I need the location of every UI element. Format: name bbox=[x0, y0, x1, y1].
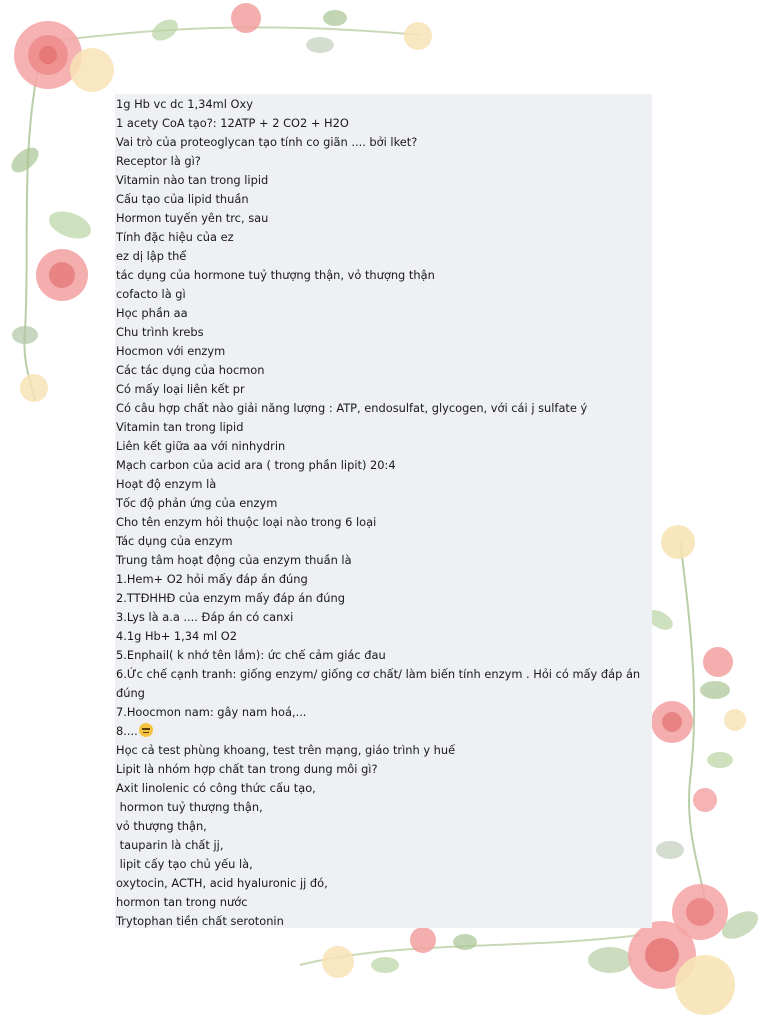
note-line bbox=[116, 665, 652, 703]
note-line bbox=[116, 399, 652, 418]
note-line-text: Tác dụng của enzym bbox=[116, 534, 233, 548]
note-line bbox=[116, 114, 652, 133]
note-line bbox=[116, 437, 652, 456]
note-line-text: oxytocin, ACTH, acid hyaluronic jj đó, bbox=[116, 876, 328, 890]
note-line-text: Hormon tuyến yên trc, sau bbox=[116, 211, 269, 225]
note-line-text: Trung tâm hoạt động của enzym thuần là bbox=[116, 553, 352, 567]
note-line-text: 8.... bbox=[116, 724, 138, 738]
note-line-text: 1.Hem+ O2 hỏi mấy đáp án đúng bbox=[116, 572, 308, 586]
note-line-text: Hoạt độ enzym là bbox=[116, 477, 217, 491]
note-line-text: 1 acety CoA tạo?: 12ATP + 2 CO2 + H2O bbox=[116, 116, 349, 130]
note-line bbox=[116, 627, 652, 646]
note-line-text: cofacto là gì bbox=[116, 287, 186, 301]
note-line-text: hormon tan trong nước bbox=[116, 895, 248, 909]
note-line bbox=[116, 171, 652, 190]
note-line-text: lipit cấy tạo chủ yếu là, bbox=[116, 857, 253, 871]
note-line bbox=[116, 798, 652, 817]
note-line bbox=[116, 285, 652, 304]
note-line bbox=[116, 266, 652, 285]
note-line bbox=[116, 418, 652, 437]
note-line bbox=[116, 342, 652, 361]
note-line bbox=[116, 760, 652, 779]
note-line bbox=[116, 836, 652, 855]
note-line bbox=[116, 779, 652, 798]
note-line bbox=[116, 855, 652, 874]
note-line bbox=[116, 323, 652, 342]
note-line-text: tác dụng của hormone tuỷ thượng thận, vỏ thượng thận bbox=[116, 268, 435, 282]
note-line bbox=[116, 551, 652, 570]
note-line-text: Chu trình krebs bbox=[116, 325, 204, 339]
note-line bbox=[116, 456, 652, 475]
note-line-text: Liên kết giữa aa với ninhydrin bbox=[116, 439, 286, 453]
note-line-text: Tốc độ phản ứng của enzym bbox=[116, 496, 278, 510]
note-line bbox=[116, 646, 652, 665]
note-line bbox=[116, 494, 652, 513]
note-line-text: 3.Lys là a.a .... Đáp án có canxi bbox=[116, 610, 294, 624]
note-line-text: Tính đặc hiệu của ez bbox=[116, 230, 234, 244]
note-line bbox=[116, 380, 652, 399]
note-line-text: Hocmon với enzym bbox=[116, 344, 226, 358]
note-line bbox=[116, 361, 652, 380]
note-line-text: ez dị lập thể bbox=[116, 249, 187, 263]
note-line-text: Các tác dụng của hocmon bbox=[116, 363, 265, 377]
note-line-text: Vitamin tan trong lipid bbox=[116, 420, 244, 434]
note-line-text: 6.Ức chế cạnh tranh: giống enzym/ giống cơ chất/ làm biến tính enzym . Hỏi có mấy đáp án đúng bbox=[116, 667, 644, 700]
note-line bbox=[116, 209, 652, 228]
note-line bbox=[116, 152, 652, 171]
note-line bbox=[116, 228, 652, 247]
note-line-text: 7.Hoocmon nam: gây nam hoá,... bbox=[116, 705, 307, 719]
note-line bbox=[116, 874, 652, 893]
note-line bbox=[116, 741, 652, 760]
note-line bbox=[116, 817, 652, 836]
note-line-text: Vitamin nào tan trong lipid bbox=[116, 173, 269, 187]
note-line bbox=[116, 247, 652, 266]
note-line-text: hormon tuỷ thượng thận, bbox=[116, 800, 263, 814]
note-line-text: Có câu hợp chất nào giải năng lượng : ATP, endosulfat, glycogen, với cái j sulfate ý bbox=[116, 401, 588, 415]
note-line bbox=[116, 570, 652, 589]
note-line-text: Receptor là gì? bbox=[116, 154, 201, 168]
note-line-text: tauparin là chất jj, bbox=[116, 838, 224, 852]
note-line bbox=[116, 133, 652, 152]
note-line-text: Trytophan tiền chất serotonin bbox=[116, 914, 284, 928]
note-line bbox=[116, 532, 652, 551]
note-line-text: Vai trò của proteoglycan tạo tính co giãn .... bởi lket? bbox=[116, 135, 418, 149]
note-line bbox=[116, 513, 652, 532]
note-line bbox=[116, 95, 652, 114]
note-line bbox=[116, 190, 652, 209]
note-line-text: Học cả test phùng khoang, test trên mạng, giáo trình y huế bbox=[116, 743, 456, 757]
note-line bbox=[116, 912, 652, 931]
note-line-text: Có mấy loại liên kết pr bbox=[116, 382, 245, 396]
note-line bbox=[116, 589, 652, 608]
note-line bbox=[116, 893, 652, 912]
note-line-text: 2.TTĐHHĐ của enzym mấy đáp án đúng bbox=[116, 591, 345, 605]
note-line bbox=[116, 304, 652, 323]
note-line-text: Cho tên enzym hỏi thuộc loại nào trong 6 loại bbox=[116, 515, 377, 529]
note-line-text: Mạch carbon của acid ara ( trong phần lipit) 20:4 bbox=[116, 458, 396, 472]
note-line-text: 1g Hb vc dc 1,34ml Oxy bbox=[116, 97, 253, 111]
note-line bbox=[116, 722, 652, 741]
note-line bbox=[116, 608, 652, 627]
note-line-text: 4.1g Hb+ 1,34 ml O2 bbox=[116, 629, 238, 643]
note-line bbox=[116, 475, 652, 494]
note-line bbox=[116, 703, 652, 722]
note-line-text: Cấu tạo của lipid thuần bbox=[116, 192, 249, 206]
note-line-text: Axit linolenic có công thức cấu tạo, bbox=[116, 781, 316, 795]
note-line-text: Học phần aa bbox=[116, 306, 188, 320]
note-line-text: vỏ thượng thận, bbox=[116, 819, 207, 833]
rolling-eyes-emoji-icon bbox=[139, 723, 153, 737]
note-line-text: 5.Enphail( k nhớ tên lắm): ức chế cảm giác đau bbox=[116, 648, 386, 662]
note-line-text: Lipit là nhóm hợp chất tan trong dung môi gì? bbox=[116, 762, 378, 776]
notes-list bbox=[116, 95, 652, 931]
